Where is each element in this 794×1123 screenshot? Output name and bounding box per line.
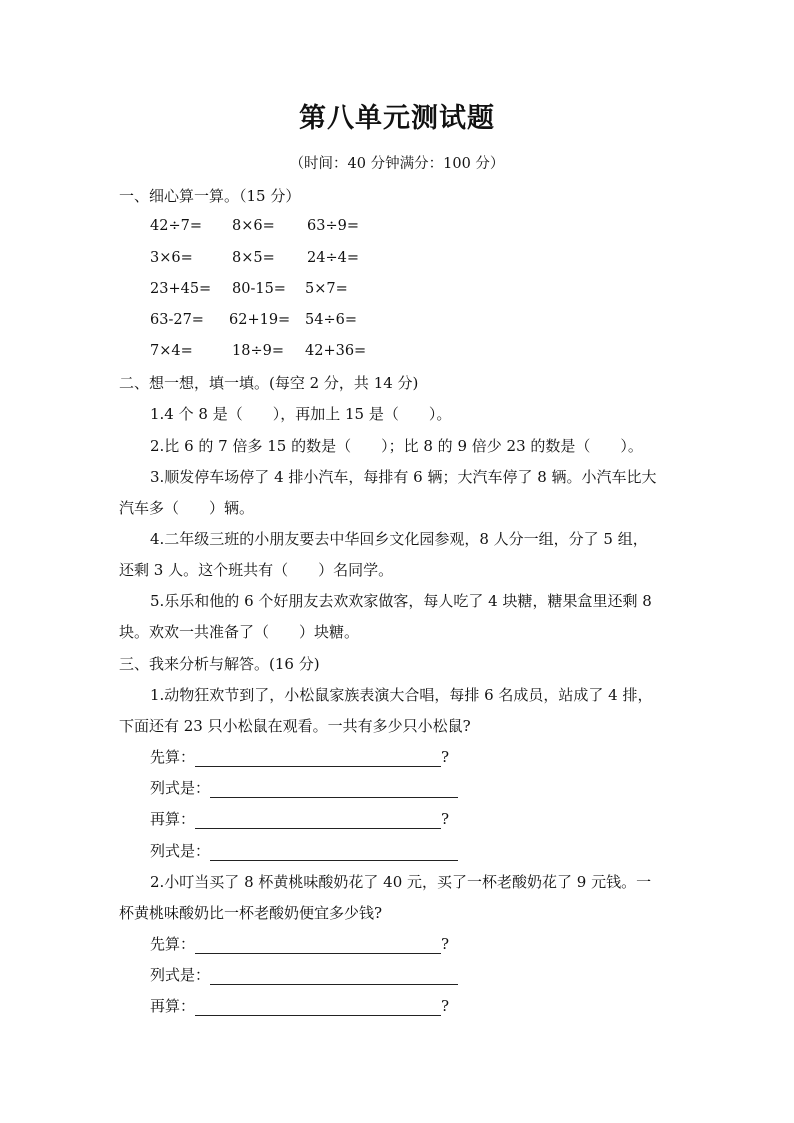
calc-item: 18÷9= [232, 343, 284, 359]
answer-label: 再算： [150, 997, 196, 1015]
question-mark: ? [441, 748, 450, 766]
problem-text: 杯黄桃味酸奶比一杯老酸奶便宜多少钱? [119, 904, 383, 922]
page-title: 第八单元测试题 [299, 103, 495, 134]
answer-label: 列式是： [150, 966, 211, 984]
page-subtitle: （时间：40 分钟满分：100 分） [289, 156, 505, 172]
calc-item: 63-27= [150, 312, 204, 328]
answer-label: 列式是： [150, 842, 211, 860]
calc-item: 3×6= [150, 250, 193, 266]
answer-label: 先算： [150, 748, 196, 766]
question-text: 1.4 个 8 是（ ），再加上 15 是（ ）。 [150, 405, 452, 423]
section-three-heading: 三、我来分析与解答。(16 分) [119, 655, 320, 673]
calc-item: 62+19= [229, 312, 291, 328]
calc-item: 24÷4= [307, 250, 359, 266]
question-mark: ? [441, 810, 450, 828]
question-text: 块。欢欢一共准备了（ ）块糖。 [119, 623, 360, 641]
question-text: 4.二年级三班的小朋友要去中华回乡文化园参观，8 人分一组，分了 5 组， [150, 530, 648, 548]
answer-row [150, 840, 458, 861]
question-text: 2.比 6 的 7 倍多 15 的数是（ ）；比 8 的 9 倍少 23 的数是（ ）。 [150, 437, 643, 455]
calc-item: 42+36= [305, 343, 367, 359]
answer-row [150, 746, 449, 767]
calc-item: 8×5= [232, 250, 275, 266]
answer-blank[interactable] [195, 999, 441, 1016]
section-two-heading: 二、想一想，填一填。(每空 2 分，共 14 分) [119, 374, 419, 392]
problem-text: 1.动物狂欢节到了，小松鼠家族表演大合唱，每排 6 名成员，站成了 4 排， [150, 686, 653, 704]
question-mark: ? [441, 935, 450, 953]
answer-row [150, 933, 449, 954]
answer-blank[interactable] [195, 812, 441, 829]
answer-row [150, 808, 449, 829]
answer-row [150, 964, 458, 985]
calc-item: 5×7= [305, 281, 348, 297]
calc-item: 8×6= [232, 218, 275, 234]
answer-label: 先算： [150, 935, 196, 953]
calc-item: 7×4= [150, 343, 193, 359]
answer-row [150, 777, 458, 798]
question-text: 汽车多（ ）辆。 [119, 499, 255, 517]
answer-blank[interactable] [195, 750, 441, 767]
question-mark: ? [441, 997, 450, 1015]
calc-item: 42÷7= [150, 218, 202, 234]
answer-blank[interactable] [210, 844, 458, 861]
answer-blank[interactable] [210, 968, 458, 985]
answer-row [150, 995, 449, 1016]
section-one-heading: 一、细心算一算。（15 分） [119, 187, 301, 205]
calc-item: 54÷6= [305, 312, 357, 328]
answer-blank[interactable] [195, 937, 441, 954]
calc-item: 80-15= [232, 281, 286, 297]
question-text: 5.乐乐和他的 6 个好朋友去欢欢家做客，每人吃了 4 块糖，糖果盒里还剩 8 [150, 592, 652, 610]
answer-label: 列式是： [150, 779, 211, 797]
problem-text: 2.小叮当买了 8 杯黄桃味酸奶花了 40 元，买了一杯老酸奶花了 9 元钱。一 [150, 873, 652, 891]
calc-item: 63÷9= [307, 218, 359, 234]
question-text: 还剩 3 人。这个班共有（ ）名同学。 [119, 561, 394, 579]
answer-label: 再算： [150, 810, 196, 828]
answer-blank[interactable] [210, 781, 458, 798]
calc-item: 23+45= [150, 281, 212, 297]
problem-text: 下面还有 23 只小松鼠在观看。一共有多少只小松鼠? [119, 717, 471, 735]
question-text: 3.顺发停车场停了 4 排小汽车，每排有 6 辆；大汽车停了 8 辆。小汽车比大 [150, 468, 657, 486]
